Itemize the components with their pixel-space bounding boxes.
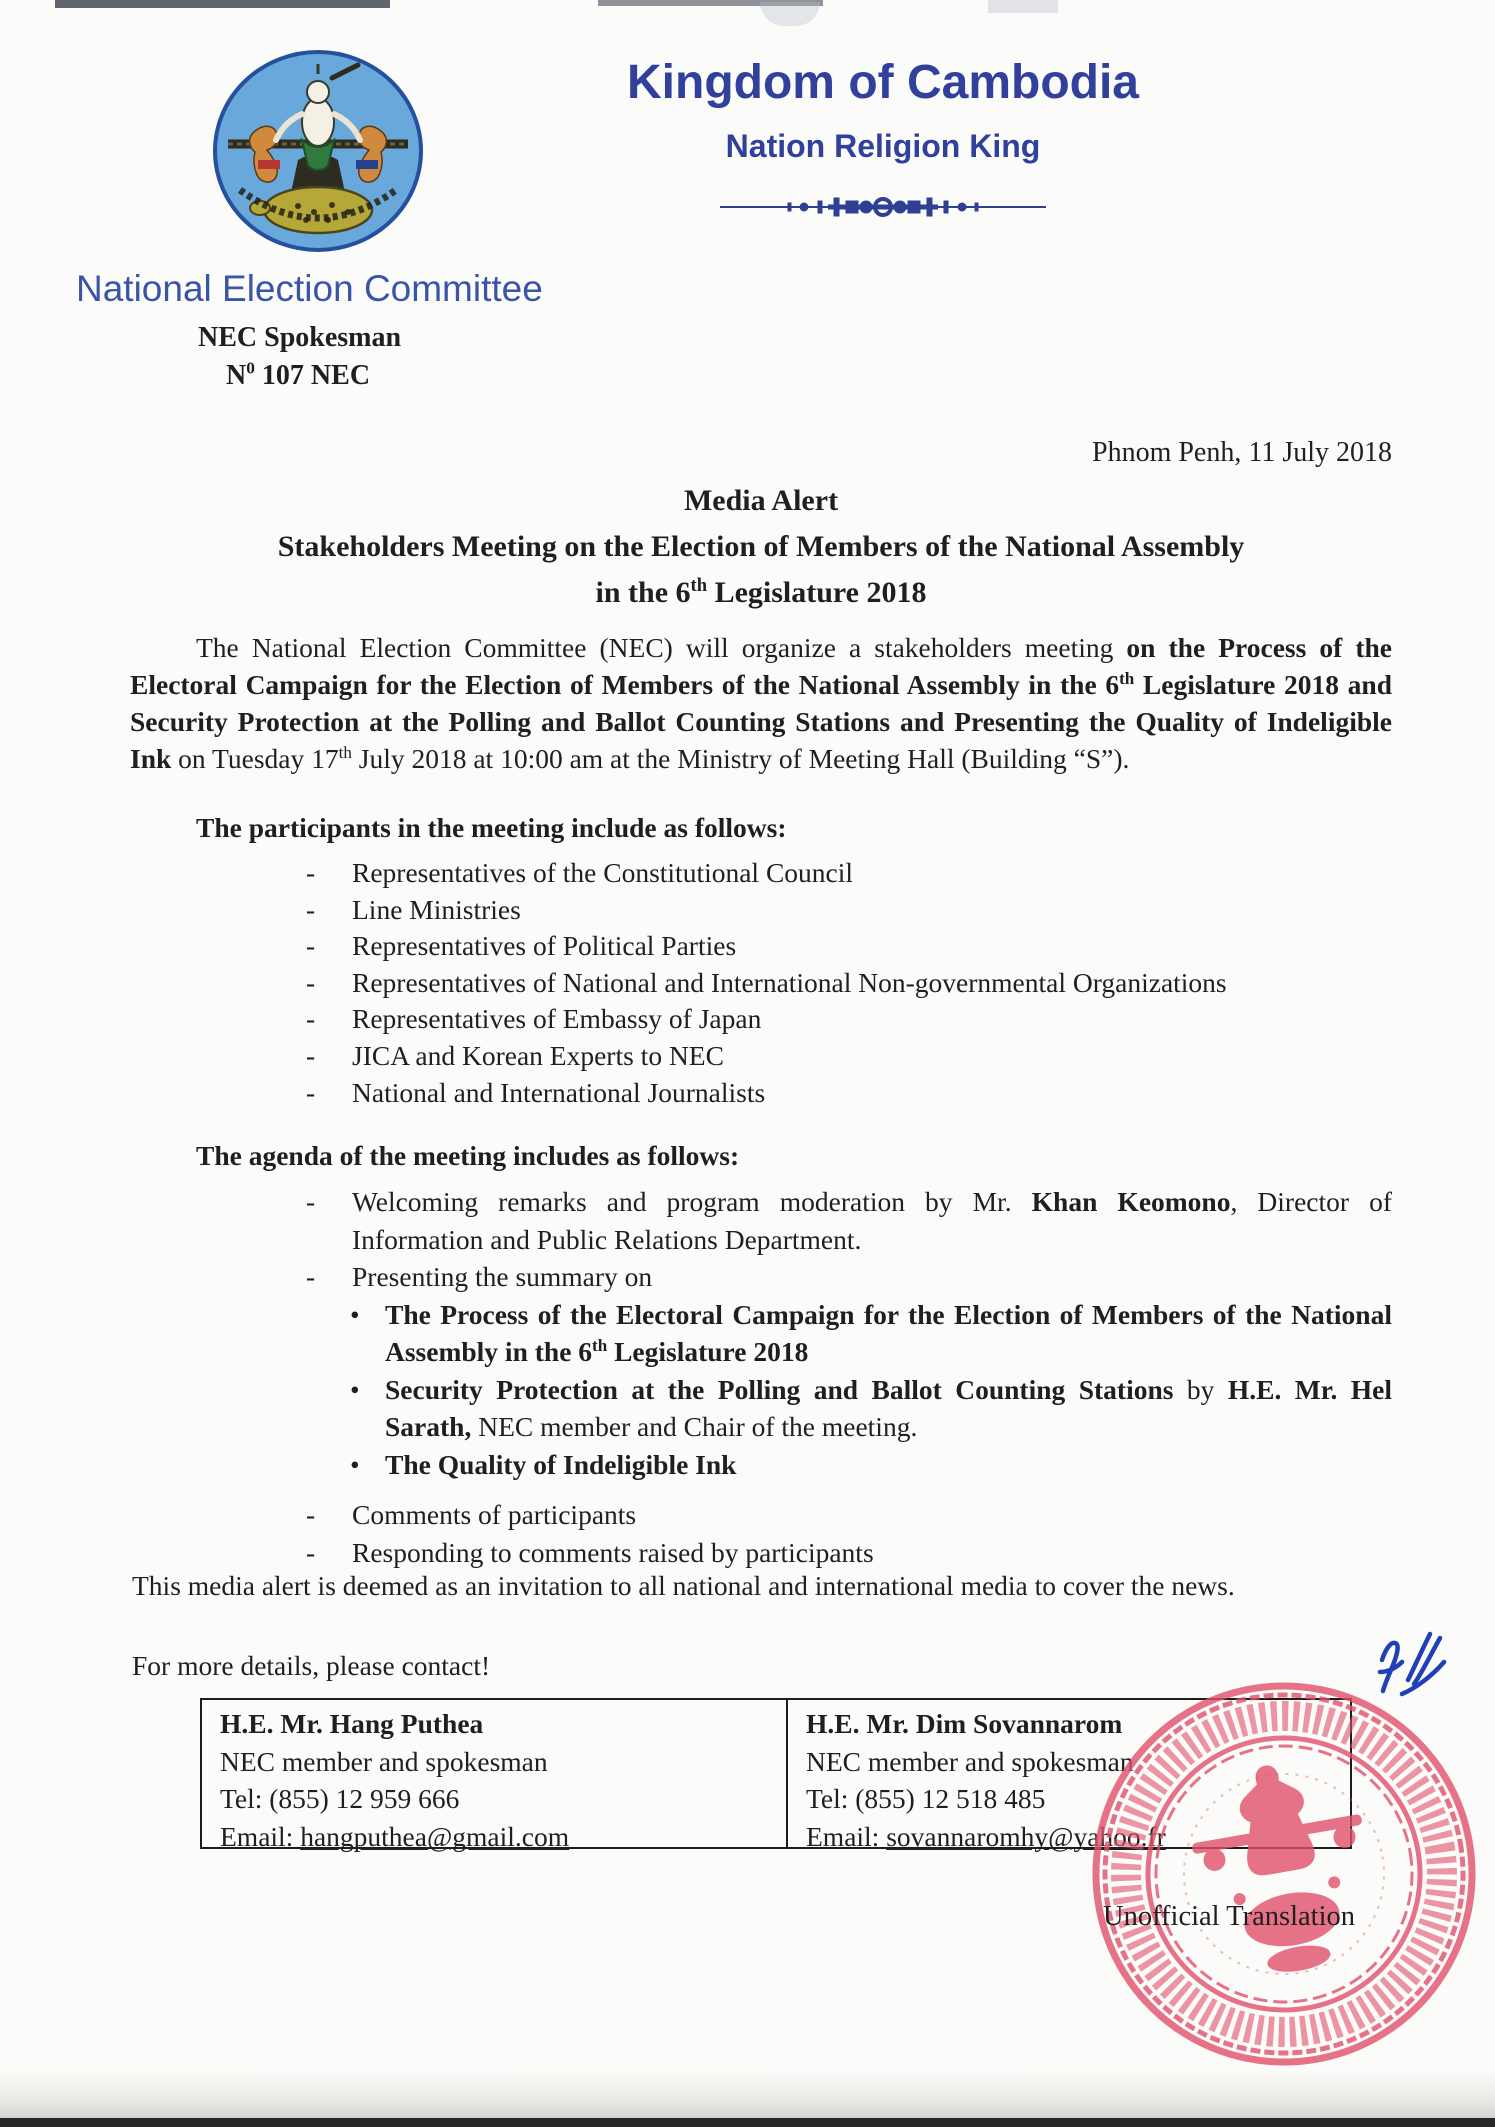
list-item-text: Representatives of the Constitutional Council — [352, 857, 854, 888]
text-run: th — [690, 575, 708, 596]
agenda-list — [306, 1183, 1392, 1571]
text-run: Khan Keomono — [1031, 1186, 1231, 1217]
contact-email-line — [220, 1818, 774, 1856]
kingdom-title: Kingdom of Cambodia — [627, 56, 1139, 109]
text-run — [1119, 669, 1134, 700]
list-item — [306, 967, 1392, 1004]
intro-paragraph — [130, 629, 1392, 777]
text-run: Legislature 2018 and Security Protection at the Polling and Ballot Counting Stations and Presenting the Quality of Indeligible Ink — [130, 669, 1392, 774]
list-item — [306, 857, 1392, 894]
dateline: Phnom Penh, 11 July 2018 — [1092, 437, 1392, 468]
list-item-text: Representatives of National and International Non-governmental Organizations — [352, 966, 1227, 998]
dash-bullet: - — [306, 1186, 316, 1217]
nec-emblem-icon — [210, 48, 426, 254]
text-run: on Tuesday 17 — [171, 743, 339, 774]
text-run: in the 6 — [595, 576, 691, 609]
motto: Nation Religion King — [725, 128, 1041, 164]
text-run: H.E. Mr. Hel Sarath, — [385, 1373, 1392, 1442]
sub-item-text — [385, 1371, 1392, 1446]
participants-heading: The participants in the meeting include as follows: — [196, 812, 787, 843]
participants-list — [306, 857, 1392, 1113]
list-item-text: Line Ministries — [352, 893, 521, 925]
sub-item-text: The Quality of Indeligible Ink — [385, 1448, 737, 1480]
contact-tel: Tel: (855) 12 959 666 — [220, 1783, 460, 1814]
text-run: th — [1119, 668, 1135, 688]
scan-artifact — [0, 2070, 1495, 2118]
text-run: Legislature 2018 — [707, 576, 927, 609]
title-line3 — [130, 570, 1392, 616]
contact-intro: For more details, please contact! — [132, 1650, 491, 1681]
list-item-text — [352, 1183, 1392, 1258]
text-run: th — [592, 1335, 608, 1355]
list-item — [306, 1534, 1392, 1572]
dash-bullet: - — [306, 893, 316, 925]
list-item — [306, 1496, 1392, 1534]
contact-email: hangputhea@gmail.com — [300, 1820, 570, 1852]
text-run: on the Process of the Electoral Campaign for the Election of Members of the National Assembly in the 6 — [130, 632, 1393, 700]
sub-list-item — [306, 1371, 1392, 1446]
spokesman-line: NEC Spokesman — [198, 322, 402, 353]
text-run: Welcoming remarks and program moderation by Mr. — [352, 1186, 1032, 1217]
text-run: 107 NEC — [254, 360, 371, 391]
org-name: National Election Committee — [76, 268, 543, 309]
text-run: The National Election Committee (NEC) will organize a stakeholders meeting — [196, 632, 1127, 663]
text-run: NEC member and Chair of the meeting. — [471, 1411, 918, 1442]
dash-bullet: - — [306, 1003, 316, 1035]
text-run: Email: — [806, 1820, 887, 1852]
text-run: N — [226, 360, 247, 391]
dash-bullet: - — [306, 1039, 316, 1071]
text-run: 0 — [246, 358, 255, 378]
text-run: July 2018 at 10:00 am at the Ministry of Meeting Hall (Building “S”). — [351, 743, 1130, 774]
list-item-text: JICA and Korean Experts to NEC — [352, 1039, 724, 1071]
list-item — [306, 930, 1392, 967]
contact-role: NEC member and spokesman — [220, 1745, 548, 1777]
list-item-text: Comments of participants — [352, 1499, 637, 1530]
text-run: Security Protection at the Polling and Ballot Counting Stations — [385, 1373, 1174, 1405]
closing-line: This media alert is deemed as an invitation to all national and international media to cover the news. — [132, 1570, 1235, 1601]
sub-item-text — [385, 1296, 1392, 1371]
text-run: by — [1173, 1373, 1228, 1405]
contact-name: H.E. Mr. Hang Puthea — [220, 1708, 484, 1739]
text-run: The Process of the Electoral Campaign for the Election of Members of the National Assembly in the 6 — [385, 1298, 1392, 1367]
list-item-text: Representatives of Embassy of Japan — [352, 1003, 762, 1035]
text-run: Legislature 2018 — [607, 1336, 809, 1367]
unofficial-translation-note: Unofficial Translation — [1103, 1901, 1356, 1932]
contact-tel: Tel: (855) 12 518 485 — [806, 1783, 1046, 1814]
dot-bullet: • — [350, 1298, 360, 1330]
list-item — [306, 1183, 1392, 1258]
dash-bullet: - — [306, 857, 316, 888]
dot-bullet: • — [350, 1373, 360, 1405]
list-item-text: Representatives of Political Parties — [352, 930, 737, 962]
list-item-text: Responding to comments raised by participants — [352, 1536, 874, 1568]
handwritten-initial-icon — [1368, 1626, 1478, 1712]
list-item-text: Presenting the summary on — [352, 1261, 653, 1292]
contact-name: H.E. Mr. Dim Sovannarom — [806, 1708, 1123, 1739]
dash-bullet: - — [306, 1536, 316, 1568]
agenda-heading: The agenda of the meeting includes as follows: — [196, 1140, 740, 1171]
contact-cell — [202, 1700, 788, 1852]
doc-number — [226, 360, 370, 392]
dash-bullet: - — [306, 966, 316, 998]
dash-bullet: - — [306, 1261, 316, 1292]
list-item — [306, 894, 1392, 931]
list-item — [306, 1003, 1392, 1040]
list-item — [306, 1040, 1392, 1077]
sub-list-item — [306, 1446, 1392, 1484]
text-run: th — [338, 742, 352, 762]
list-item — [306, 1258, 1392, 1296]
dash-bullet: - — [306, 930, 316, 962]
official-stamp-icon — [1086, 1676, 1482, 2072]
scan-artifact — [0, 2118, 1495, 2127]
scan-artifact — [760, 2, 820, 26]
dash-bullet: - — [306, 1499, 316, 1530]
list-item — [306, 1077, 1392, 1114]
text-run: , Director of Information and Public Relations Department. — [352, 1186, 1393, 1255]
contact-role: NEC member and spokesman — [806, 1745, 1134, 1777]
text-run: Email: — [220, 1820, 301, 1852]
scan-artifact — [988, 0, 1058, 13]
list-item-text: National and International Journalists — [352, 1076, 766, 1108]
media-alert-title: Media Alert — [683, 484, 839, 517]
title-line2: Stakeholders Meeting on the Election of Members of the National Assembly — [277, 530, 1245, 563]
sub-list-item — [306, 1296, 1392, 1371]
title-block — [130, 478, 1392, 616]
dot-bullet: • — [350, 1448, 360, 1480]
scan-artifact — [55, 0, 390, 8]
contact-email: sovannaromhy@yahoo.fr — [886, 1820, 1166, 1852]
dash-bullet: - — [306, 1076, 316, 1108]
ornament-divider-icon — [718, 192, 1048, 222]
